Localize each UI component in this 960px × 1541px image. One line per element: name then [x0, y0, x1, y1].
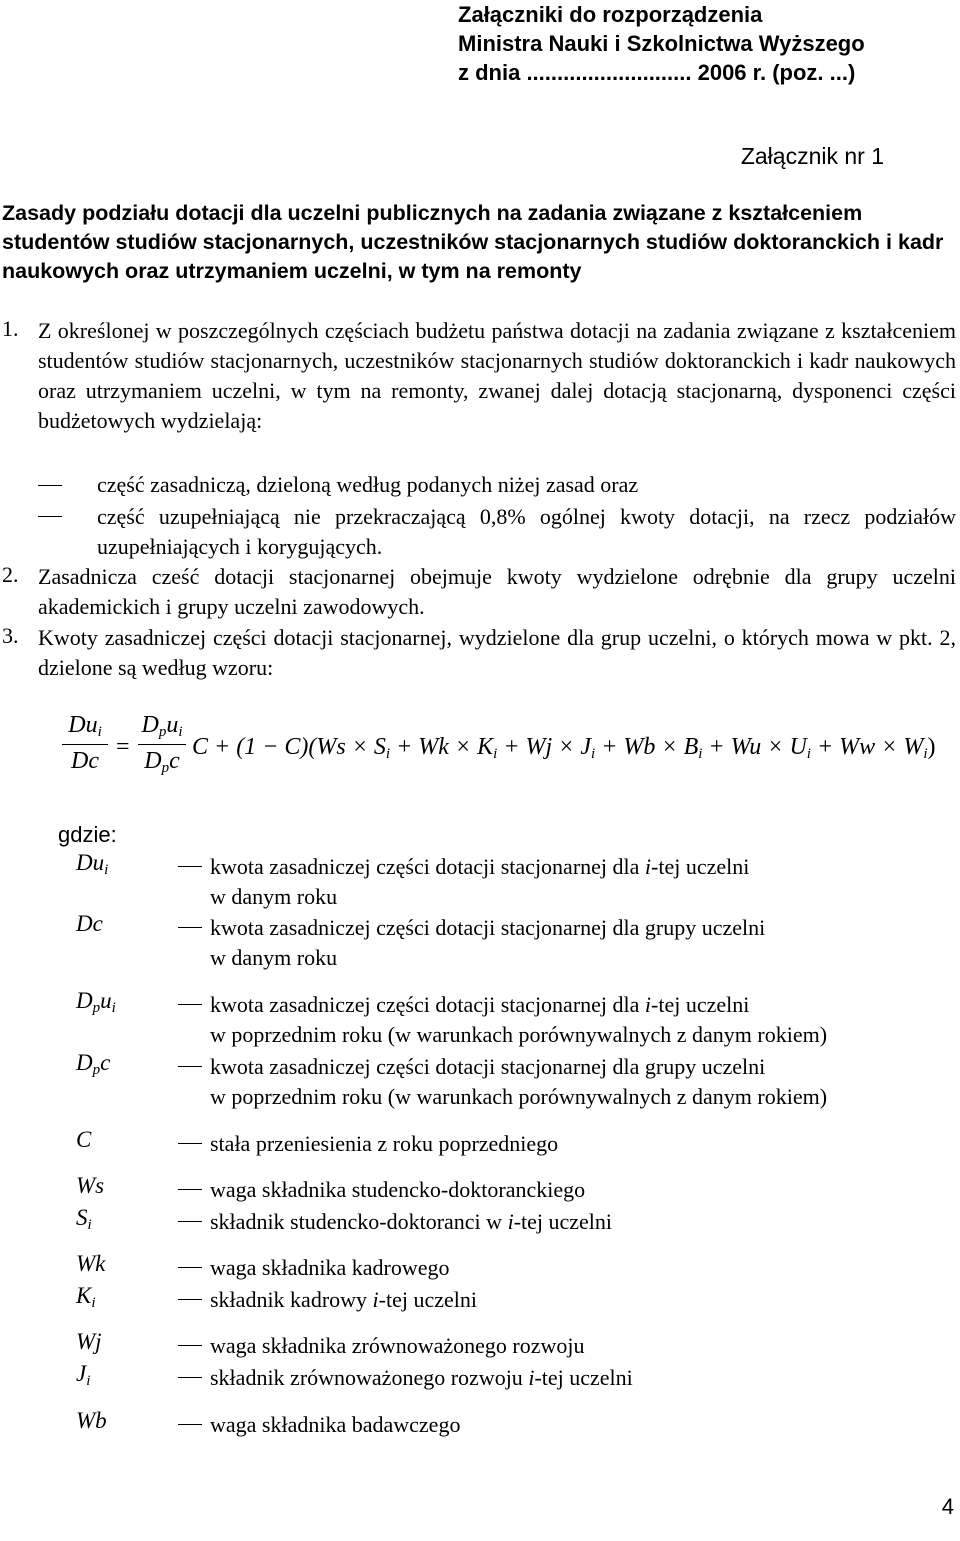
definition-symbol: Wk	[76, 1251, 106, 1276]
definition-dash	[178, 1066, 202, 1067]
definition-dash	[178, 1299, 202, 1300]
point-1-text: Z określonej w poszczególnych częściach budżetu państwa dotacji na zadania związane z kształceniem studentów studiów stacjonarnych, uczestników stacjonarnych studiów doktoranckich i kadr naukowych oraz utrzymaniem uczelni, w tym na remonty, zwanej dalej dotacją stacjonarną, dysponenci części budżetowych wydzielają:	[38, 318, 956, 433]
lhs-fraction: $Du_i$ Dc	[62, 712, 108, 775]
allocation-formula	[62, 712, 960, 782]
definition-symbol: Wb	[76, 1408, 107, 1433]
definition-text: kwota zasadniczej części dotacji stacjonarnej dla i-tej uczelni w poprzednim roku (w warunkach porównywalnych z danym rokiem)	[210, 992, 828, 1047]
definition-text: waga składnika badawczego	[210, 1412, 461, 1437]
point-3-text: Kwoty zasadniczej części dotacji stacjonarnej, wydzielone dla grup uczelni, o których mowa w pkt. 2, dzielone są według wzoru:	[38, 625, 956, 680]
equals-sign: =	[116, 734, 130, 760]
annex-label: Załącznik nr 1	[740, 143, 884, 169]
rhs-fraction: $D_pu_i$ $D_pc$	[138, 712, 186, 777]
definition-text: kwota zasadniczej części dotacji stacjonarnej dla i-tej uczelni w danym roku	[210, 854, 750, 909]
point-1-item-2: część uzupełniającą nie przekraczającą 0,8% ogólnej kwoty dotacji, na rzecz podziałów uzupełniających i korygujących.	[97, 504, 956, 559]
definition-dash	[178, 1221, 202, 1222]
definition-text: waga składnika studencko-doktoranckiego	[210, 1177, 586, 1202]
definition-symbol: C	[76, 1127, 92, 1152]
definition-symbol: $K_i$	[76, 1283, 96, 1311]
definition-dash	[178, 866, 202, 867]
definition-text: składnik studencko-doktoranci w i-tej uczelni	[210, 1209, 613, 1234]
where-label: gdzie:	[58, 822, 117, 847]
definition-dash	[178, 1267, 202, 1268]
definition-text: składnik zrównoważonego rozwoju i-tej uczelni	[210, 1365, 633, 1390]
definition-symbol: $J_i$	[76, 1361, 91, 1389]
definition-text: waga składnika kadrowego	[210, 1255, 450, 1280]
definition-symbol: Dc	[76, 911, 103, 936]
point-2-text: Zasadnicza cześć dotacji stacjonarnej obejmuje kwoty wydzielone odrębnie dla grupy uczelni akademickich i grupy uczelni zawodowych.	[38, 564, 956, 619]
definition-symbol: $D_pc$	[76, 1050, 111, 1078]
list-dash	[38, 485, 62, 486]
definition-dash	[178, 1345, 202, 1346]
regulation-header	[458, 0, 865, 87]
header-line-1: Załączniki do rozporządzenia	[458, 2, 763, 27]
definition-text: waga składnika zrównoważonego rozwoju	[210, 1333, 585, 1358]
definition-dash	[178, 1377, 202, 1378]
definition-dash	[178, 1189, 202, 1190]
definition-dash	[178, 1143, 202, 1144]
definition-dash	[178, 927, 202, 928]
definition-symbol: Ws	[76, 1173, 105, 1198]
formula-rhs: $C + (1 - C)(Ws \times S_i + Wk \times K_i + Wj \times J_i + Wb \times B_i + Wu \times U_i + Ww \times W_i)$	[192, 734, 936, 762]
definition-symbol: $D_pu_i$	[76, 988, 116, 1016]
point-2-number: 2.	[2, 562, 19, 587]
point-1-number: 1.	[2, 316, 19, 341]
document-title: Zasady podziału dotacji dla uczelni publicznych na zadania związane z kształceniem studentów studiów stacjonarnych, uczestników stacjonarnych studiów doktoranckich i kadr naukowych oraz utrzymaniem uczelni, w tym na remonty	[2, 201, 944, 283]
definition-symbol: $Du_i$	[76, 850, 109, 878]
definition-symbol: $S_i$	[76, 1205, 92, 1233]
definition-text: składnik kadrowy i-tej uczelni	[210, 1287, 477, 1312]
point-3-number: 3.	[2, 623, 19, 648]
point-1-item-1: część zasadniczą, dzieloną według podanych niżej zasad oraz	[97, 472, 639, 497]
page-number: 4	[941, 1494, 954, 1519]
definition-symbol: Wj	[76, 1329, 102, 1354]
definition-text: kwota zasadniczej części dotacji stacjonarnej dla grupy uczelni w poprzednim roku (w warunkach porównywalnych z danym rokiem)	[210, 1054, 828, 1109]
header-line-2: Ministra Nauki i Szkolnictwa Wyższego	[458, 31, 865, 56]
definition-text: stała przeniesienia z roku poprzedniego	[210, 1131, 559, 1156]
header-line-3: z dnia ........................... 2006 r. (poz. ...)	[458, 60, 856, 85]
list-dash	[38, 516, 62, 517]
definition-text: kwota zasadniczej części dotacji stacjonarnej dla grupy uczelni w danym roku	[210, 915, 766, 970]
definition-dash	[178, 1004, 202, 1005]
definition-dash	[178, 1424, 202, 1425]
